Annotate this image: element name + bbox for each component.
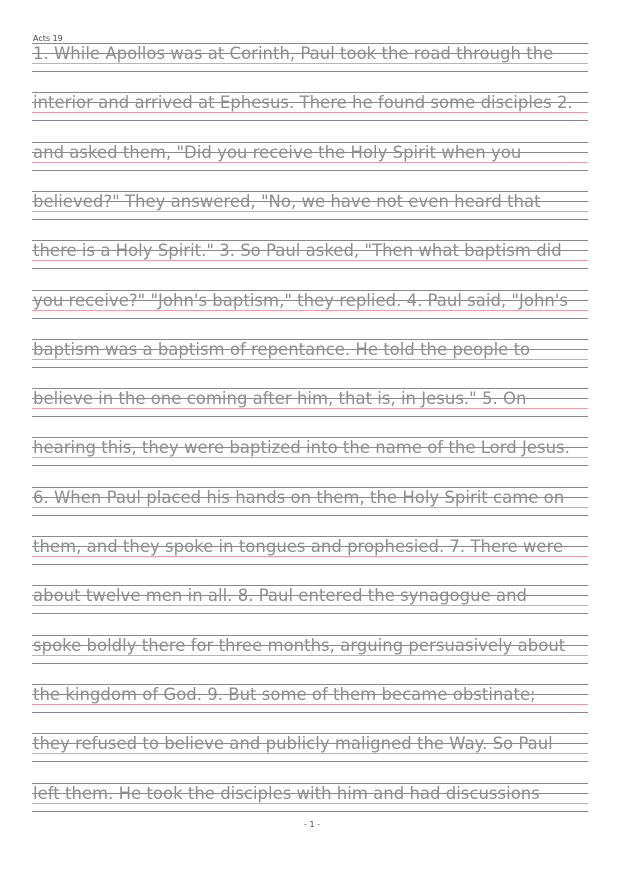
descender-rule bbox=[32, 219, 588, 220]
tracing-text-line: and asked them, "Did you receive the Holy Spirit when you bbox=[33, 143, 522, 162]
writing-row bbox=[32, 388, 588, 418]
tracing-text-line: baptism was a baptism of repentance. He told the people to bbox=[33, 340, 531, 359]
writing-row bbox=[32, 536, 588, 566]
tracing-text-line: the kingdom of God. 9. But some of them became obstinate; bbox=[33, 685, 536, 704]
tracing-text-line: interior and arrived at Ephesus. There he found some disciples 2. bbox=[33, 93, 573, 112]
page-header-label: Acts 19 bbox=[33, 34, 63, 43]
writing-row bbox=[32, 585, 588, 615]
writing-row bbox=[32, 142, 588, 172]
tracing-text-line: spoke boldly there for three months, arguing persuasively about bbox=[33, 636, 566, 655]
descender-rule bbox=[32, 613, 588, 614]
writing-row bbox=[32, 339, 588, 369]
descender-rule bbox=[32, 416, 588, 417]
descender-rule bbox=[32, 318, 588, 319]
descender-rule bbox=[32, 564, 588, 565]
writing-row bbox=[32, 290, 588, 320]
descender-rule bbox=[32, 811, 588, 812]
writing-row bbox=[32, 437, 588, 467]
writing-row bbox=[32, 783, 588, 813]
tracing-text-line: them, and they spoke in tongues and prophesied. 7. There were bbox=[33, 537, 564, 556]
tracing-text-line: 1. While Apollos was at Corinth, Paul took the road through the bbox=[33, 44, 554, 63]
tracing-text-line: believed?" They answered, "No, we have not even heard that bbox=[33, 192, 541, 211]
descender-rule bbox=[32, 367, 588, 368]
descender-rule bbox=[32, 663, 588, 664]
tracing-text-line: there is a Holy Spirit." 3. So Paul asked, "Then what baptism did bbox=[33, 241, 562, 260]
descender-rule bbox=[32, 712, 588, 713]
writing-row bbox=[32, 684, 588, 714]
tracing-text-line: believe in the one coming after him, that is, in Jesus." 5. On bbox=[33, 389, 527, 408]
descender-rule bbox=[32, 120, 588, 121]
page-number: - 1 - bbox=[304, 820, 320, 829]
tracing-text-line: hearing this, they were baptized into the name of the Lord Jesus. bbox=[33, 438, 570, 457]
descender-rule bbox=[32, 515, 588, 516]
writing-row bbox=[32, 43, 588, 73]
descender-rule bbox=[32, 71, 588, 72]
writing-row bbox=[32, 487, 588, 517]
writing-row bbox=[32, 240, 588, 270]
tracing-text-line: you receive?" "John's baptism," they replied. 4. Paul said, "John's bbox=[33, 291, 569, 310]
writing-row bbox=[32, 733, 588, 763]
descender-rule bbox=[32, 761, 588, 762]
descender-rule bbox=[32, 170, 588, 171]
writing-row bbox=[32, 635, 588, 665]
tracing-text-line: about twelve men in all. 8. Paul entered the synagogue and bbox=[33, 586, 528, 605]
tracing-text-line: 6. When Paul placed his hands on them, the Holy Spirit came on bbox=[33, 488, 565, 507]
writing-row bbox=[32, 92, 588, 122]
descender-rule bbox=[32, 268, 588, 269]
descender-rule bbox=[32, 465, 588, 466]
tracing-text-line: left them. He took the disciples with him and had discussions bbox=[33, 784, 540, 803]
writing-row bbox=[32, 191, 588, 221]
tracing-text-line: they refused to believe and publicly maligned the Way. So Paul bbox=[33, 734, 553, 753]
